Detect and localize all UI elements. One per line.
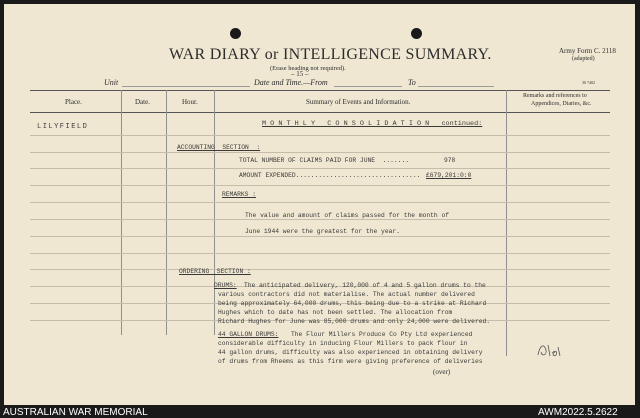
drums-line-4: Hughes which to date has not been settled. The allocation from (218, 309, 453, 316)
over-note: (over) (433, 368, 451, 376)
to-label: To (408, 78, 416, 87)
drums-line-5: Richard Hughes for June was 85,000 drums and only 24,000 were delivered. (218, 318, 491, 325)
form-title: WAR DIARY or INTELLIGENCE SUMMARY. (169, 46, 492, 63)
forty-four-gallon-label: 44 GALLON DRUMS: (218, 331, 279, 338)
unit-label: Unit (104, 78, 119, 87)
row-rule (30, 236, 610, 237)
col-header-remarks-1: Remarks and references to (523, 93, 587, 99)
drums-line-3: being approximately 64,000 drums, this being due to a strike at Richard (218, 300, 487, 307)
remarks-line-2: June 1944 were the greatest for the year. (245, 228, 400, 235)
remarks-heading: REMARKS : (222, 191, 257, 198)
row-rule (30, 202, 610, 203)
date-time-label: Date and Time.—From (254, 78, 328, 87)
punch-hole-right (411, 28, 422, 39)
diary-page (4, 4, 635, 405)
accounting-section-heading: ACCOUNTING SECTION : (177, 144, 261, 151)
row-rule (30, 152, 610, 153)
forty-four-gallon-line-1: The Flour Millers Produce Co Pty Ltd experienced (291, 331, 473, 338)
army-form-note: (adapted) (572, 56, 595, 62)
ordering-section-heading: ORDERING SECTION : (179, 268, 251, 275)
punch-hole-left (230, 28, 241, 39)
drums-line-1: The anticipated delivery, 120,000 of 4 and 5 gallon drums to the (244, 282, 486, 289)
forty-four-gallon-line-2: considerable difficulty in inducing Flour Millers to pack flour in (218, 340, 468, 347)
row-rule (30, 253, 610, 254)
forty-four-gallon-line-3: 44 gallon drums, difficulty was also experienced in obtaining delivery (218, 349, 483, 356)
forty-four-gallon-line-4: of drums from Rheems as this firm were giving preference of deliveries (218, 358, 483, 365)
row-rule (30, 168, 610, 169)
place-entry: LILYFIELD (37, 123, 89, 131)
date-time-number: – 15 – (291, 70, 309, 78)
initials-signature (534, 341, 564, 359)
col-header-hour: Hour. (182, 98, 198, 106)
claims-label: TOTAL NUMBER OF CLAIMS PAID FOR JUNE ....... (239, 157, 410, 164)
row-rule (30, 135, 610, 136)
from-line (334, 86, 402, 87)
army-form-number: Army Form C. 2118 (559, 47, 616, 55)
row-rule (30, 219, 610, 220)
footer-reference: AWM2022.5.2622 (538, 407, 618, 418)
footer-credit: AUSTRALIAN WAR MEMORIAL (3, 407, 148, 418)
row-rule (30, 269, 610, 270)
col-divider-3 (214, 90, 215, 335)
to-line (418, 86, 494, 87)
col-header-summary: Summary of Events and Information. (306, 98, 411, 106)
row-rule (30, 185, 610, 186)
col-divider-2 (166, 90, 167, 335)
col-divider-1 (121, 90, 122, 335)
remarks-line-1: The value and amount of claims passed for the month of (245, 212, 450, 219)
corner-note: 30 7402 (582, 80, 595, 85)
drums-label: DRUMS: (214, 282, 237, 289)
table-top-rule (30, 90, 610, 91)
monthly-consolidation-heading: M O N T H L Y C O N S O L I D A T I O N continued: (262, 120, 483, 128)
col-divider-4 (506, 90, 507, 356)
amount-value: £679,201:0:0 (426, 172, 472, 179)
col-header-remarks-2: Appendices, Diaries, &c. (531, 101, 592, 107)
drums-line-2: various contractors did not materialise. The actual number delivered (218, 291, 475, 298)
unit-line (122, 86, 250, 87)
claims-value: 978 (444, 157, 456, 164)
col-header-date: Date. (135, 98, 150, 106)
table-header-rule (30, 112, 610, 113)
col-header-place: Place. (65, 98, 82, 106)
amount-label: AMOUNT EXPENDED................................. (239, 172, 421, 179)
form-subtitle: (Erase heading not required). (270, 65, 346, 72)
